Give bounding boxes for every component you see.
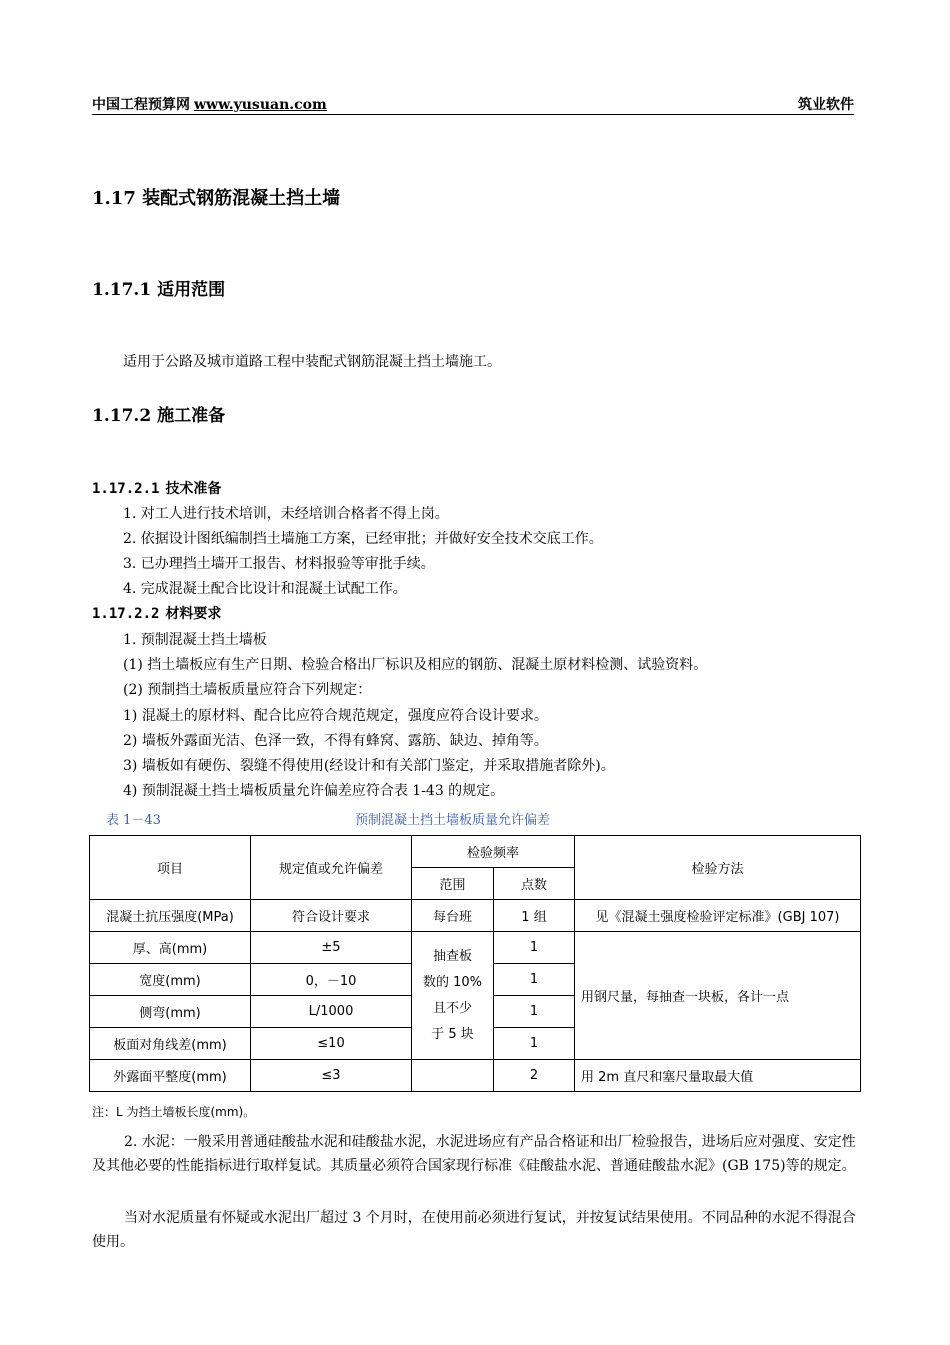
cell-item: 宽度(mm) xyxy=(90,964,251,996)
header-site-name: 中国工程预算网 xyxy=(92,97,190,113)
cell-method-merged: 用钢尺量，每抽查一块板，各计一点 xyxy=(575,932,861,1060)
cell-points: 1 xyxy=(494,996,575,1028)
table-caption-title: 预制混凝土挡土墙板质量允许偏差 xyxy=(355,813,551,828)
header-frequency: 检验频率 xyxy=(412,836,575,868)
cell-range: 每台班 xyxy=(412,900,494,932)
cell-tolerance: 符合设计要求 xyxy=(251,900,412,932)
range-line: 抽查板 xyxy=(432,948,472,964)
cell-tolerance: L/1000 xyxy=(251,996,412,1028)
header-left xyxy=(92,94,327,114)
range-line: 于 5 块 xyxy=(431,1026,474,1042)
table-row xyxy=(90,900,861,932)
table-header-row xyxy=(90,836,861,868)
cell-method: 用 2m 直尺和塞尺量取最大值 xyxy=(575,1060,861,1092)
materials-item: 4) 预制混凝土挡土墙板质量允许偏差应符合表 1-43 的规定。 xyxy=(123,783,505,799)
cell-range-empty xyxy=(412,1060,494,1092)
tech-prep-item: 2. 依据设计图纸编制挡土墙施工方案，已经审批；并做好安全技术交底工作。 xyxy=(123,531,603,547)
materials-item: 3) 墙板如有硬伤、裂缝不得使用(经设计和有关部门鉴定，并采取措施者除外)。 xyxy=(123,758,615,774)
cement-paragraph: 2. 水泥：一般采用普通硅酸盐水泥和硅酸盐水泥，水泥进场应有产品合格证和出厂检验报告，进场后应对强度、安定性及其他必要的性能指标进行取样复试。其质量必须符合国家现行标准《硅酸盐水泥、普通硅酸盐水泥》(GB 175)等的规定。 xyxy=(92,1134,856,1174)
table-row xyxy=(90,1060,861,1092)
materials-heading xyxy=(92,603,221,623)
tech-prep-heading xyxy=(92,478,221,498)
range-line: 数的 10% xyxy=(422,974,483,990)
table-caption-number: 表 1－43 xyxy=(106,813,161,828)
page-header xyxy=(92,94,854,115)
tech-prep-item: 3. 已办理挡土墙开工报告、材料报验等审批手续。 xyxy=(123,556,435,572)
prep-title: 1.17.2 施工准备 xyxy=(92,406,226,426)
materials-title: 材料要求 xyxy=(165,606,222,622)
materials-item: (2) 预制挡土墙板质量应符合下列规定： xyxy=(123,682,372,698)
cell-points: 1 xyxy=(494,964,575,996)
cell-tolerance: ≤10 xyxy=(251,1028,412,1060)
cell-item: 外露面平整度(mm) xyxy=(90,1060,251,1092)
scope-text: 适用于公路及城市道路工程中装配式钢筋混凝土挡土墙施工。 xyxy=(123,354,501,370)
cell-item: 厚、高(mm) xyxy=(90,932,251,964)
header-item: 项目 xyxy=(90,836,251,900)
materials-item: (1) 挡土墙板应有生产日期、检验合格出厂标识及相应的钢筋、混凝土原材料检测、试验资料。 xyxy=(123,657,708,673)
cell-tolerance: ±5 xyxy=(251,932,412,964)
header-company: 筑业软件 xyxy=(798,97,854,113)
tech-prep-title: 技术准备 xyxy=(165,481,222,497)
header-url-link[interactable]: www.yusuan.com xyxy=(194,97,327,113)
header-points: 点数 xyxy=(494,868,575,900)
materials-number: 1.17.2.2 xyxy=(92,606,160,622)
tech-prep-item: 4. 完成混凝土配合比设计和混凝土试配工作。 xyxy=(123,581,407,597)
range-line: 且不少 xyxy=(432,1000,472,1016)
table-row xyxy=(90,932,861,964)
header-tolerance: 规定值或允许偏差 xyxy=(251,836,412,900)
cell-points: 1 xyxy=(494,1028,575,1060)
scope-title: 1.17.1 适用范围 xyxy=(92,280,226,300)
tech-prep-item: 1. 对工人进行技术培训，未经培训合格者不得上岗。 xyxy=(123,506,449,522)
cell-range-merged xyxy=(412,932,494,1060)
materials-item: 2) 墙板外露面光洁、色泽一致，不得有蜂窝、露筋、缺边、掉角等。 xyxy=(123,733,548,749)
cell-tolerance: 0，－10 xyxy=(251,964,412,996)
cell-points: 1 xyxy=(494,932,575,964)
cell-method: 见《混凝土强度检验评定标准》(GBJ 107) xyxy=(575,900,861,932)
tech-prep-number: 1.17.2.1 xyxy=(92,481,160,497)
cell-item: 侧弯(mm) xyxy=(90,996,251,1028)
section-title: 1.17 装配式钢筋混凝土挡土墙 xyxy=(92,188,341,209)
cell-tolerance: ≤3 xyxy=(251,1060,412,1092)
materials-item: 1) 混凝土的原材料、配合比应符合规范规定，强度应符合设计要求。 xyxy=(123,708,548,724)
header-method: 检验方法 xyxy=(575,836,861,900)
cell-points: 1 组 xyxy=(494,900,575,932)
cell-item: 板面对角线差(mm) xyxy=(90,1028,251,1060)
tolerance-table xyxy=(89,835,861,1092)
header-range: 范围 xyxy=(412,868,494,900)
cement-paragraph-2: 当对水泥质量有怀疑或水泥出厂超过 3 个月时，在使用前必须进行复试，并按复试结果使用。不同品种的水泥不得混合使用。 xyxy=(92,1210,856,1250)
cell-points: 2 xyxy=(494,1060,575,1092)
cell-item: 混凝土抗压强度(MPa) xyxy=(90,900,251,932)
materials-item: 1. 预制混凝土挡土墙板 xyxy=(123,632,267,648)
table-note: 注：L 为挡土墙板长度(mm)。 xyxy=(92,1105,256,1119)
